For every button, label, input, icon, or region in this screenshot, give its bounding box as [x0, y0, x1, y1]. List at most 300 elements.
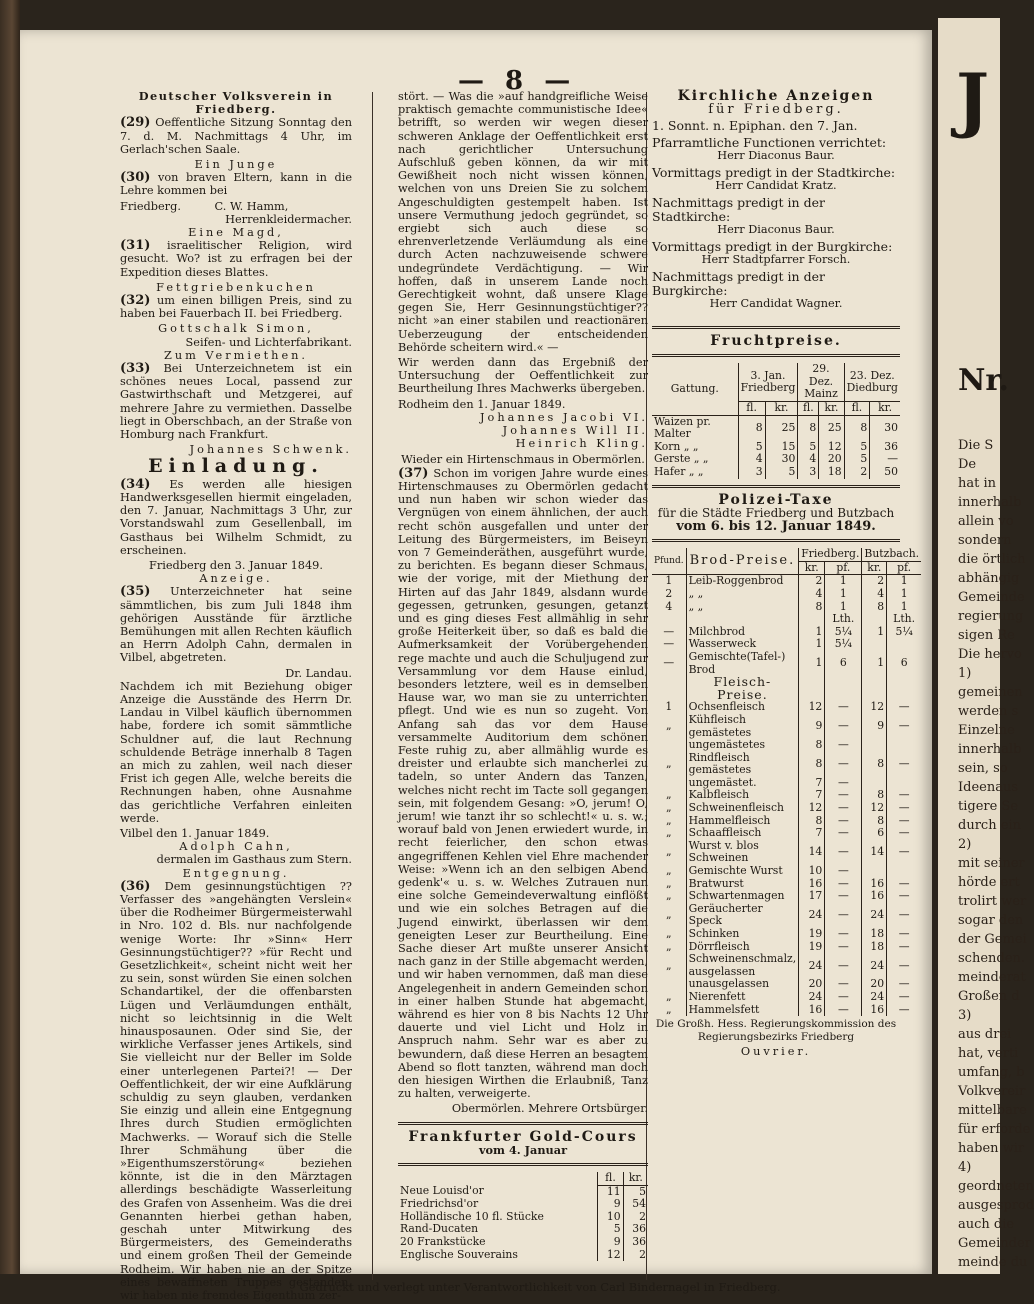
gold-kr: 5	[623, 1185, 648, 1198]
next-page-fragment: 3)	[958, 1008, 972, 1023]
price-fb-pf: —	[825, 714, 862, 739]
price-qty: —	[663, 624, 675, 638]
price-bz-kr: 24	[862, 903, 887, 928]
price-name: unausgelassen	[686, 978, 799, 991]
price-fb-kr: 7	[799, 827, 825, 840]
next-page-fragment: mittelbare	[958, 1103, 1027, 1118]
price-fb-pf: 1	[825, 588, 862, 601]
gold-kr: 36	[623, 1223, 648, 1236]
frucht-value: 5	[844, 453, 870, 466]
price-bz-kr: 18	[862, 941, 887, 954]
price-qty: 1	[665, 700, 673, 714]
divider	[652, 539, 900, 542]
price-qty: „	[666, 813, 672, 827]
price-fb-kr: 4	[799, 588, 825, 601]
price-fb-kr: 1	[799, 651, 825, 676]
next-page-fragment: Einzelne	[958, 723, 1015, 738]
price-qty: „	[666, 757, 672, 770]
next-page-fragment: mit seiner	[958, 856, 1025, 871]
gold-fl: 11	[598, 1185, 623, 1198]
ad-36: (36) Dem gesinnungstüchtigen ?? Verfasser des »angehängten Verslein« über die Rodheimer Bürgermeisterwahl in Nro. 102 d. Bls. nur nachfolgende wenige Worte: Ihr »Sinn« Herr Gesinnungstüchtiger?? »für Recht und Gesetzlichkeit«, scheint nicht weit her zu sein, sonst würden Sie einen solchen Schandartikel, der die offenbarsten Lügen und Verläumdungen enthält, nicht so leichtsinnig in die Welt hinausposaunen. Oder sind Sie, der wirkliche Verfasser jenes Artikels, sind Sie vielleicht nur der Beller im Solde einer unterlegenen Partei?! — Der Oeffentlichkeit, der wir eine Aufklärung schuldig zu seyn glauben, verdanken Sie einzig und allein eine Entgegnung Ihres durch Studien ermöglichten Machwerks. — Worauf sich die Stelle Ihrer Schmähung über die »Eigenthumszerstörung« beziehen könnte, ist die in den Märztagen allerdings beschädigte Wasserleitung des Grafen von Assenheim. Was die drei Genannten hierbei gethan haben, geschah unter Mitwirkung des Bürgermeisters, des Gemeinderaths und einem großen Theil der Gemeinde Rodheim. Wir haben nie an der Spitze eines bewaffneten Truppes gestanden, wir haben nie fremdes Eigenthum zer-	[120, 878, 352, 1303]
fleisch-row	[652, 714, 921, 739]
next-page-fragment: geordneten	[958, 1179, 1034, 1194]
ad-36-signature-2: Johannes Will II.	[502, 424, 648, 438]
divider	[398, 1163, 648, 1166]
gold-row	[398, 1198, 648, 1211]
frucht-row	[652, 415, 900, 441]
price-fb-kr: 8	[799, 752, 825, 777]
fleisch-row	[652, 752, 921, 777]
ad-31: (31) israelitischer Religion, wird gesucht. Wo? ist zu erfragen bei der Expedition dieses Blattes.	[120, 238, 353, 279]
price-bz-kr: 24	[862, 953, 887, 978]
ad-35-title: Anzeige.	[199, 572, 273, 586]
price-fb-kr: 17	[799, 890, 825, 903]
gold-name: Rand-Ducaten	[400, 1222, 479, 1236]
gold-kr: 2	[623, 1249, 648, 1262]
ad-36-title: Entgegnung.	[182, 866, 290, 880]
price-fb-kr: 16	[799, 878, 825, 891]
ad-36-date: Rodheim den 1. Januar 1849.	[398, 397, 566, 411]
price-bz-kr: 2	[862, 575, 887, 588]
church-nachm-stadt-name: Herr Diaconus Baur.	[717, 222, 835, 236]
ad-32-signature-2: Seifen- und Lichterfabrikant.	[185, 335, 352, 349]
ad-32-title: Fettgriebenkuchen	[156, 280, 316, 294]
price-fb-kr: 1	[799, 626, 825, 639]
price-bz-kr: 1	[862, 651, 887, 676]
price-fb-kr: 7	[799, 789, 825, 802]
price-fb-pf: Lth.	[825, 613, 862, 626]
frucht-value: 4	[798, 453, 819, 466]
next-page-fragment: Gemeinder	[958, 1236, 1031, 1251]
gold-cours-date: vom 4. Januar	[478, 1142, 568, 1157]
next-page-fragment: ausgesprod	[958, 1198, 1034, 1213]
fleisch-row	[652, 991, 921, 1004]
ad-30-signature-2: Herrenkleidermacher.	[225, 212, 352, 226]
price-qty: „	[666, 845, 672, 859]
price-bz-kr: 8	[862, 601, 887, 614]
church-vorm-burg-name: Herr Stadtpfarrer Forsch.	[701, 253, 851, 267]
next-page-fragment: hat in	[958, 476, 997, 491]
next-page-fragment: innerhalb	[958, 742, 1022, 757]
frucht-value: 8	[844, 415, 870, 441]
price-name: Schaaffleisch	[686, 827, 799, 840]
divider	[652, 485, 900, 488]
price-bz-pf: 1	[887, 588, 921, 601]
fruchtpreise-title: Fruchtpreise.	[710, 333, 842, 350]
price-name: „ „	[686, 601, 799, 614]
fleisch-row	[652, 840, 921, 865]
next-page-fragment: auch die	[958, 1217, 1015, 1232]
price-bz-pf: —	[887, 978, 921, 991]
ad-34-date: Friedberg den 3. Januar 1849.	[149, 558, 323, 572]
price-bz-kr	[862, 613, 887, 626]
frucht-value: 36	[870, 441, 900, 454]
church-nachm-burg-name: Herr Candidat Wagner.	[709, 296, 843, 310]
price-bz-pf	[887, 865, 921, 878]
price-bz-pf: —	[887, 815, 921, 828]
price-name: Dörrfleisch	[686, 941, 799, 954]
ad-30: (30) von braven Eltern, kann in die Lehre kommen bei	[120, 170, 353, 198]
price-bz-kr: 6	[862, 827, 887, 840]
polizei-taxe-title: Polizei-Taxe	[718, 491, 834, 508]
price-fb-pf: 5¼	[825, 638, 862, 651]
price-fb-kr: 8	[799, 739, 825, 752]
price-fb-pf: —	[825, 827, 862, 840]
price-fb-pf: —	[825, 953, 862, 978]
ad-35-signature-3: dermalen im Gasthaus zum Stern.	[156, 853, 352, 867]
price-qty: —	[663, 656, 675, 670]
next-page-fragment: Die S	[958, 438, 994, 453]
price-name: Schweinenschmalz, ausgelassen	[686, 953, 799, 978]
ad-36-signature-3: Heinrich Kling.	[515, 437, 648, 451]
price-qty: 2	[665, 586, 673, 600]
price-qty: —	[663, 637, 675, 651]
price-qty: „	[666, 801, 672, 815]
price-qty: „	[666, 719, 672, 733]
church-nachm-stadt: Nachmittags predigt in der Stadtkirche:	[652, 195, 825, 224]
price-bz-kr: 8	[862, 789, 887, 802]
imprint-footer: Gedruckt und verlegt unter Verantwortlichkeit von Carl Bindernagel in Friedberg.	[299, 1280, 781, 1294]
frucht-value: 5	[738, 441, 765, 454]
frucht-name: Hafer „ „	[654, 465, 704, 478]
price-bz-kr: 16	[862, 878, 887, 891]
price-bz-kr: 1	[862, 626, 887, 639]
price-bz-kr: 16	[862, 1004, 887, 1017]
price-bz-kr: 24	[862, 991, 887, 1004]
price-fb-kr: 24	[799, 953, 825, 978]
next-page-fragment: sein, so	[958, 761, 1008, 776]
church-notices-title: Kirchliche Anzeigen	[677, 88, 875, 104]
gold-kr: 54	[623, 1198, 648, 1211]
fleisch-row	[652, 953, 921, 978]
divider	[398, 1122, 648, 1125]
next-page-fragment: meinderat	[958, 970, 1026, 985]
next-page-fragment: werden s	[958, 704, 1019, 719]
price-name: Gemischte Wurst	[686, 865, 799, 878]
frucht-value: —	[870, 453, 900, 466]
next-page-fragment: Die hervo	[958, 647, 1022, 662]
next-page-fragment: meinde du	[958, 1255, 1028, 1270]
price-fb-pf: 6	[825, 651, 862, 676]
price-bz-pf: 5¼	[887, 626, 921, 639]
price-qty	[652, 739, 686, 752]
frucht-value: 8	[798, 415, 819, 441]
price-fb-pf: —	[825, 840, 862, 865]
ad-35-date: Vilbel den 1. Januar 1849.	[120, 826, 270, 840]
price-fb-pf: —	[825, 928, 862, 941]
price-fb-pf: —	[825, 865, 862, 878]
gold-kr: 2	[623, 1211, 648, 1224]
price-fb-pf: —	[825, 903, 862, 928]
next-page-fragment: allein vo	[958, 514, 1014, 529]
price-name: Kalbfleisch	[686, 789, 799, 802]
next-page-fragment: tigere Se	[958, 799, 1019, 814]
next-page-nr: Nr.	[958, 363, 1009, 398]
fleisch-row	[652, 865, 921, 878]
price-bz-kr	[862, 865, 887, 878]
next-page-fragment: gemeinen	[958, 685, 1023, 700]
price-bz-pf	[887, 739, 921, 752]
ad-34: (34) Es werden alle hiesigen Handwerksgesellen hiermit eingeladen, den 7. Januar, Nachmittags 3 Uhr, zur Vorstandswahl zum Gesellenball, im Gasthaus bei Wilhelm Schmidt, zu erscheinen.	[120, 476, 353, 557]
price-qty	[652, 613, 686, 626]
fleisch-row	[652, 802, 921, 815]
price-name: Wurst v. blos Schweinen	[686, 840, 799, 865]
church-vorm-stadt-name: Herr Candidat Kratz.	[715, 179, 837, 193]
frucht-value: 20	[819, 453, 844, 466]
kommission-signature: Ouvrier.	[740, 1044, 812, 1058]
church-pfarr: Pfarramtliche Functionen verrichtet:	[652, 134, 887, 150]
next-page-fragment: De	[958, 457, 977, 472]
price-bz-kr: 20	[862, 978, 887, 991]
price-bz-kr: 8	[862, 752, 887, 777]
church-vorm-stadt: Vormittags predigt in der Stadtkirche:	[652, 165, 896, 181]
price-fb-kr: 14	[799, 840, 825, 865]
column-rule	[372, 92, 373, 1280]
frucht-value: 3	[798, 466, 819, 479]
price-name: ungemästet.	[686, 777, 799, 790]
next-page-fragment: Großen d	[958, 989, 1020, 1004]
price-fb-pf: —	[825, 890, 862, 903]
price-name: Schweinenfleisch	[686, 802, 799, 815]
price-bz-kr: 16	[862, 890, 887, 903]
price-bz-pf: —	[887, 878, 921, 891]
fleisch-row	[652, 890, 921, 903]
price-qty: „	[666, 889, 672, 903]
price-fb-kr: 24	[799, 991, 825, 1004]
price-bz-pf: —	[887, 953, 921, 978]
frucht-value: 30	[765, 453, 798, 466]
brod-row	[652, 613, 921, 626]
price-fb-kr: 19	[799, 928, 825, 941]
frucht-value: 3	[738, 466, 765, 479]
ad-35-signature-2: Adolph Cahn,	[179, 840, 293, 854]
fleisch-row	[652, 827, 921, 840]
price-bz-pf: —	[887, 890, 921, 903]
frucht-value: 18	[819, 466, 844, 479]
frucht-value: 50	[870, 466, 900, 479]
price-bz-pf: —	[887, 827, 921, 840]
church-sunday: 1. Sonnt. n. Epiphan. den 7. Jan.	[652, 118, 858, 134]
price-fb-kr: 1	[799, 638, 825, 651]
ad-32-signature: Gottschalk Simon,	[158, 322, 314, 336]
gold-row	[398, 1249, 648, 1262]
next-page-fragment: 4)	[958, 1160, 972, 1175]
volksverein-heading: Deutscher Volksverein in Friedberg.	[138, 89, 334, 117]
price-bz-pf: 1	[887, 601, 921, 614]
gold-name: Englische Souverains	[400, 1247, 518, 1261]
next-page-fragment: 2)	[958, 837, 972, 852]
price-bz-pf: —	[887, 714, 921, 739]
price-fb-pf: —	[825, 789, 862, 802]
frucht-name: Waizen pr. Malter	[654, 414, 711, 441]
gold-fl: 10	[598, 1211, 623, 1224]
price-bz-kr: 8	[862, 815, 887, 828]
brod-row	[652, 588, 921, 601]
price-bz-kr: 14	[862, 840, 887, 865]
book-binding	[0, 0, 20, 1274]
gold-fl: 9	[598, 1236, 623, 1249]
next-page-fragment: innerhalb	[958, 495, 1022, 510]
divider	[652, 354, 900, 357]
next-page-fragment: abhängig	[958, 571, 1020, 586]
price-bz-kr: 18	[862, 928, 887, 941]
price-name: Schwartenmagen	[686, 890, 799, 903]
next-page-fragment: der Gemei	[958, 932, 1027, 947]
frucht-value: 12	[819, 441, 844, 454]
next-page-fragment: die örtlich	[958, 552, 1026, 567]
church-nachm-burg: Nachmittags predigt in der Burgkirche:	[652, 269, 825, 298]
price-bz-pf: —	[887, 802, 921, 815]
price-bz-pf: 1	[887, 575, 921, 588]
polizei-taxe-subtitle: für die Städte Friedberg und Butzbach	[657, 505, 895, 520]
price-bz-pf: —	[887, 928, 921, 941]
price-qty: „	[666, 927, 672, 941]
price-fb-kr: 7	[799, 777, 825, 790]
ad-35: (35) Unterzeichneter hat seine sämmtlichen, bis zum Juli 1848 ihm gehörigen Ausstände für ärztliche Bemühungen mit allen Rechten käuflich an Herrn Adolph Cahn, dermalen in Vilbel, abgetreten.	[120, 584, 353, 665]
next-page-fragment: trolirt wer	[958, 894, 1027, 909]
price-fb-kr: 24	[799, 903, 825, 928]
ad-33-title: Zum Vermiethen.	[163, 348, 308, 362]
gold-cours-title: Frankfurter Gold-Cours	[408, 1128, 638, 1145]
frucht-name: Korn „ „	[654, 439, 699, 453]
price-qty: „	[666, 939, 672, 953]
price-fb-pf: —	[825, 777, 862, 790]
newspaper-page	[20, 30, 932, 1303]
ad-34-title: Einladung.	[148, 455, 324, 478]
price-fb-pf: —	[825, 739, 862, 752]
column-3	[652, 88, 920, 1058]
gold-name: 20 Frankstücke	[400, 1235, 486, 1249]
price-name	[686, 613, 799, 626]
gold-kr: 36	[623, 1236, 648, 1249]
ad-29: (29) Oeffentliche Sitzung Sonntag den 7. d. M. Nachmittags 4 Uhr, im Gerlach'schen Saale.	[120, 115, 352, 156]
next-page-fragment: durch ein	[958, 818, 1021, 833]
fleisch-row	[652, 739, 921, 752]
price-qty: „	[666, 908, 672, 922]
price-bz-pf: —	[887, 789, 921, 802]
next-page-fragment: umfang, b	[958, 1065, 1025, 1080]
gold-fl: 5	[598, 1223, 623, 1236]
price-bz-pf: —	[887, 1004, 921, 1017]
fleisch-row	[652, 903, 921, 928]
price-fb-pf: —	[825, 701, 862, 714]
price-bz-pf	[887, 638, 921, 651]
price-fb-kr: 8	[799, 601, 825, 614]
price-fb-pf: —	[825, 1004, 862, 1017]
ad-35-signature: Dr. Landau.	[285, 666, 352, 680]
church-notices-subtitle: für Friedberg.	[708, 102, 844, 118]
price-bz-pf: —	[887, 941, 921, 954]
price-name: „ „	[686, 588, 799, 601]
price-qty: „	[666, 1002, 672, 1016]
price-name: Kühfleisch gemästetes	[686, 714, 799, 739]
price-fb-pf: 1	[825, 575, 862, 588]
price-qty: „	[666, 989, 672, 1003]
frucht-value: 25	[765, 415, 798, 441]
price-name: Hammelfleisch	[686, 815, 799, 828]
frucht-value: 25	[819, 415, 844, 441]
frucht-value: 5	[765, 466, 798, 479]
ad-32: (32) um einen billigen Preis, sind zu haben bei Fauerbach II. bei Friedberg.	[120, 293, 352, 321]
price-name: Ochsenfleisch	[686, 701, 799, 714]
divider	[652, 326, 900, 329]
next-page-fragment: hat, verti	[958, 1046, 1019, 1061]
price-bz-kr: 12	[862, 701, 887, 714]
next-page-fragment: hörde ert	[958, 875, 1020, 890]
next-page-fragment: schenden.	[958, 951, 1025, 966]
frucht-value: 5	[844, 441, 870, 454]
page-number: — 8 —	[458, 66, 577, 96]
fleisch-row	[652, 928, 921, 941]
price-bz-kr	[862, 638, 887, 651]
price-bz-pf: —	[887, 903, 921, 928]
price-fb-kr: 8	[799, 815, 825, 828]
ad-33-signature: Johannes Schwenk.	[189, 443, 352, 457]
next-page-fragment: Ideenaus	[958, 780, 1019, 795]
price-bz-pf: 6	[887, 651, 921, 676]
gold-name: Friedrichsd'or	[400, 1197, 479, 1211]
ad-30-signature: Friedberg. C. W. Hamm,	[120, 199, 289, 213]
gold-name: Neue Louisd'or	[400, 1184, 484, 1198]
column-1	[120, 90, 352, 1304]
ad-37-title: Wieder ein Hirtenschmaus in Obermörlen.	[401, 453, 645, 467]
gold-fl: 9	[598, 1198, 623, 1211]
ad-37: (37) Schon im vorigen Jahre wurde eines Hirtenschmauses zu Obermörlen gedacht und nun haben wir schon wieder das Vergnügen von einem ähnlichen, der auch recht schön ausgefallen und unter der Leitung des Bürgermeisters, im Beiseyn von 7 Gemeinderäthen, ausgeführt wurde, zu berichten. Es begann dieser Schmaus, wie der vorige, mit der Miethung der Hirten auf das Jahr 1849, alsdann wurde gegessen, getrunken, gesungen, getanzt und es ging dieses Fest allmählig in sehr große Heiterkeit über, so daß es bald die Aufmerksamkeit der Vorübergehenden rege machte und auch die Schuljugend zur Versammlung vor dem Hause einlud, besonders letztere, weil es in demselben Hause war, wo man sie zu unterrichten pflegt. Und wie es nun so zugeht. Von Anfang sah das vor dem Hause versammelte Auditorium dem schönen Feste ruhig zu, aber allmählig wurde es dreister und erlaubte sich mancherlei zu tadeln, so unter Andern das Tanzen, welches nicht recht im Tacte soll gegangen sein, mit folgendem Gesang: »O, jerum! O, jerum! wie tanzt ihr so schlecht!« u. s. w.; worauf bald von Jenen erwiedert wurde, in recht feierlicher, den schon etwas angegriffenen Kehlen viel Ehre machender Weise: »Wenn ich an den selbigen Abend gedenk'« u. s. w. Welches Zutrauen nun eine solche Gemeindeverwaltung einflößt und wie ein solches Betragen auf die Jugend einwirkt, überlassen wir dem geneigten Leser zur Beurtheilung. Eine Sache dieser Art mußte unserer Ansicht nach ganz in der Stille abgemacht werden, und wir haben vernommen, daß man diese Angelegenheit in andern Gemeinden schon in einer halben Stunde hat abgemacht, während es hier von 8 bis Nachts 12 Uhr dauerte und viel Licht und Holz in Anspruch nahm. Sehr war es aber zu bewundern, daß diese Herren an besagtem Abend so flott tanzten, während man doch den hiesigen Wirthen die Erlaubniß, Tanz zu halten, verweigerte.	[398, 465, 648, 1101]
brod-row	[652, 601, 921, 614]
price-fb-pf: —	[825, 978, 862, 991]
column-2	[398, 90, 648, 1261]
price-fb-pf: —	[825, 878, 862, 891]
ad-31-title: Eine Magd,	[188, 226, 284, 240]
price-name: Schinken	[686, 928, 799, 941]
price-name: ungemästetes	[686, 739, 799, 752]
price-bz-kr: 4	[862, 588, 887, 601]
church-pfarr-name: Herr Diaconus Baur.	[717, 148, 835, 162]
price-name: Rindfleisch gemästetes	[686, 752, 799, 777]
ad-36-continued-2: Wir werden dann das Ergebniß der Untersuchung der Oeffentlichkeit zur Beurtheilung Ihres Machwerks übergeben.	[398, 356, 648, 396]
ad-36-signature-1: Johannes Jacobi VI.	[479, 410, 648, 424]
price-fb-pf: —	[825, 815, 862, 828]
price-bz-kr	[862, 739, 887, 752]
next-page-edge	[938, 18, 1034, 1274]
price-fb-kr: 19	[799, 941, 825, 954]
fruchtpreise-table: Gattung. 3. Jan. Friedberg 29. Dez. Mainz 23. Dez. Diedburg fl. kr. fl. kr. fl. kr. Waizen pr. Malter 8 25 8 25 8 30 Korn „ „ 5 15 5 12 5 36 Gerste „ „ 4 30 4 20 5 — Hafer „ „ 3 5 3 18 2 50	[654, 362, 898, 478]
next-page-fragment: regierung	[958, 609, 1024, 624]
next-page-fragment: aus drei	[958, 1027, 1012, 1042]
frucht-value: 2	[844, 466, 870, 479]
price-bz-pf: —	[887, 752, 921, 777]
frucht-value: 8	[738, 415, 765, 441]
price-fb-kr: 9	[799, 714, 825, 739]
price-fb-pf: —	[825, 941, 862, 954]
price-qty: 1	[665, 574, 673, 588]
next-page-initial: J	[956, 58, 990, 141]
brod-row	[652, 651, 921, 676]
price-fb-pf: —	[825, 802, 862, 815]
next-page-fragment: sogar den	[958, 913, 1024, 928]
price-bz-kr: 9	[862, 714, 887, 739]
frucht-value: 4	[738, 453, 765, 466]
next-page-fragment: sigen Re	[958, 628, 1015, 643]
gold-name: Holländische 10 fl. Stücke	[400, 1209, 544, 1223]
frucht-value: 15	[765, 441, 798, 454]
price-fb-pf: —	[825, 752, 862, 777]
ad-36-continued: stört. — Was die »auf handgreifliche Weise praktisch gemachte communistische Idee« betrifft, so werden wir wegen dieser schweren Anklage der Oeffentlichkeit erst nach gerichtlicher Untersuchung Aufschluß geben können, da wir mit Gewißheit noch nicht wissen können, welchen von uns Dreien Sie zu solchem Angeschuldigten gestempelt haben. Ist unsere Vermuthung jedoch gegründet, so ergiebt sich auch diese so ehrenverletzende Verläumdung als eine durch Acten nachzuweisende schwere undegründete Verdächtigung. — Wir hoffen, daß in unserem Lande noch Gerechtigkeit wohnt, daß unsere Klage gegen Sie, Herr Gesinnungstüchtiger?? nicht »an einer stabilen und reactionären Ueberzeugung der entscheidenden Behörde scheitern wird.« —	[398, 90, 648, 354]
price-fb-pf: —	[825, 991, 862, 1004]
price-fb-kr: 2	[799, 575, 825, 588]
price-qty: „	[666, 876, 672, 890]
kommission-text: Die Großh. Hess. Regierungskommission des Regierungsbezirks Friedberg	[655, 1018, 897, 1044]
